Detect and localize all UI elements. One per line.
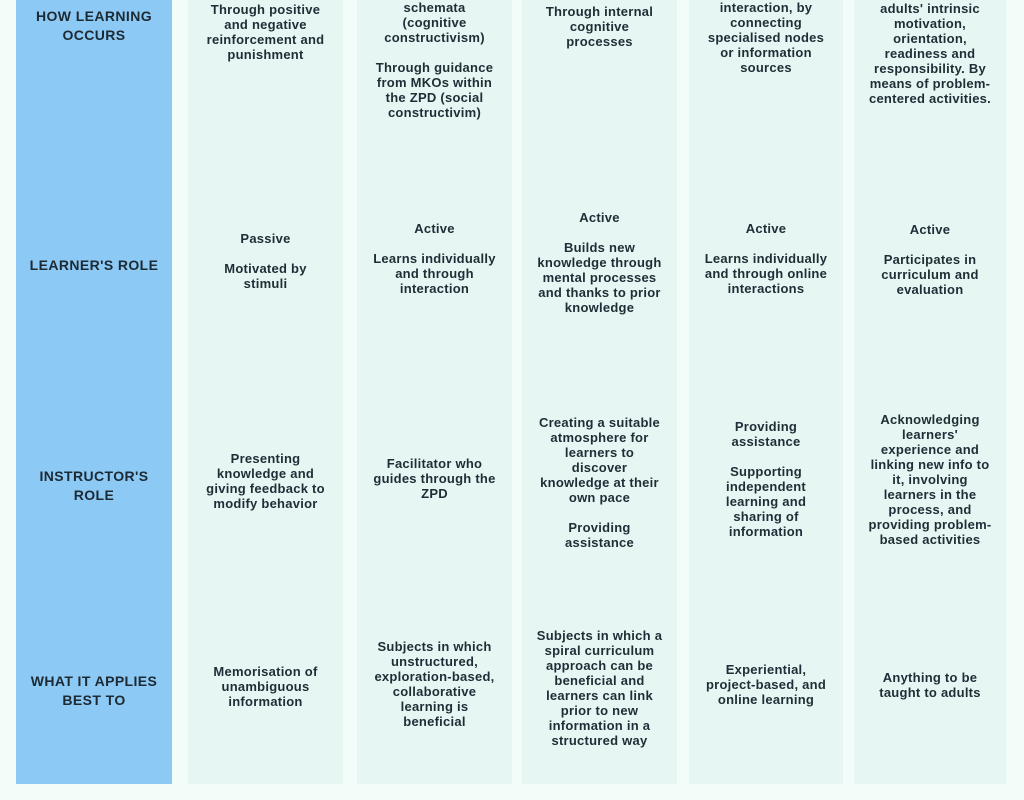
table-row bbox=[188, 147, 343, 374]
table-row bbox=[854, 586, 1006, 784]
table-cell bbox=[689, 419, 843, 539]
cell-paragraph: Subjects in which a spiral curriculum approach can be beneficial and learners can link prior to new information in a structured way bbox=[536, 628, 663, 748]
cell-paragraph: Presenting knowledge and giving feedback to modify behavior bbox=[206, 450, 325, 511]
cell-paragraph: Passive bbox=[240, 230, 291, 246]
table-row bbox=[522, 0, 677, 149]
cell-paragraph: Through internal cognitive processes bbox=[545, 4, 654, 49]
cell-paragraph: Active bbox=[909, 222, 951, 237]
table-cell bbox=[689, 221, 843, 296]
cell-paragraph: Memorisation of unambiguous information bbox=[213, 663, 318, 709]
cell-paragraph: Through guidance from MKOs within the ZPD (social constructivim) bbox=[375, 60, 494, 120]
table-cell bbox=[188, 451, 343, 511]
row-header-instructors-role: INSTRUCTOR'S ROLE bbox=[39, 467, 149, 503]
cell-paragraph: Creating a suitable atmosphere for learners to discover knowledge at their own pace bbox=[538, 415, 661, 505]
table-cell bbox=[357, 0, 512, 120]
cell-paragraph: interaction, by connecting specialised nodes or information sources bbox=[707, 0, 825, 75]
table-cell bbox=[357, 639, 512, 729]
table-row bbox=[357, 0, 512, 145]
table-row bbox=[854, 373, 1006, 586]
table-row bbox=[854, 0, 1006, 146]
table-cell bbox=[689, 0, 843, 75]
cell-paragraph: Active bbox=[745, 221, 787, 236]
table-row bbox=[689, 145, 843, 372]
cell-paragraph: Learns individually and through interaction bbox=[373, 251, 496, 296]
cell-paragraph: Anything to be taught to adults bbox=[879, 670, 981, 700]
cell-paragraph: Acknowledging learners' experience and linking new info to it, involving learners in the process, and providing problem-based activities bbox=[868, 412, 992, 547]
row-header-column bbox=[16, 0, 172, 784]
theory-column-1 bbox=[188, 0, 343, 784]
table-row bbox=[689, 372, 843, 585]
table-cell bbox=[522, 628, 677, 748]
theory-column-2 bbox=[357, 0, 512, 784]
cell-paragraph: Builds new knowledge through mental processes and thanks to prior knowledge bbox=[537, 240, 662, 315]
cell-paragraph: schemata (cognitive constructivism) bbox=[384, 0, 485, 45]
cell-paragraph: Learns individually and through online interactions bbox=[704, 251, 828, 296]
cell-paragraph: Facilitator who guides through the ZPD bbox=[373, 456, 496, 501]
table-cell bbox=[357, 221, 512, 296]
table-row bbox=[357, 372, 512, 585]
table-row bbox=[357, 145, 512, 372]
table-row bbox=[188, 587, 343, 785]
table-cell bbox=[188, 231, 343, 291]
table-cell bbox=[522, 415, 677, 550]
table-cell bbox=[854, 1, 1006, 106]
table-row bbox=[188, 374, 343, 587]
table-row bbox=[16, 152, 172, 379]
table-cell bbox=[522, 4, 677, 49]
table-row bbox=[16, 592, 172, 790]
table-cell bbox=[854, 222, 1006, 297]
table-row bbox=[16, 0, 172, 152]
theory-column-3 bbox=[522, 0, 677, 784]
cell-paragraph: Subjects in which unstructured, exploration-based, collaborative learning is beneficial bbox=[374, 639, 495, 729]
table-row bbox=[188, 0, 343, 147]
table-cell bbox=[188, 2, 343, 62]
table-row bbox=[689, 0, 843, 145]
table-cell bbox=[854, 670, 1006, 700]
theory-column-4 bbox=[689, 0, 843, 784]
table-cell bbox=[188, 664, 343, 709]
table-row bbox=[522, 589, 677, 787]
table-row bbox=[357, 585, 512, 783]
table-row bbox=[522, 376, 677, 589]
cell-paragraph: Supporting independent learning and sharing of information bbox=[725, 463, 807, 539]
table-row bbox=[522, 149, 677, 376]
row-header-learners-role: LEARNER'S ROLE bbox=[29, 257, 159, 273]
row-header-how-learning-occurs: HOW LEARNING OCCURS bbox=[35, 8, 152, 43]
cell-paragraph: Experiential, project-based, and online learning bbox=[705, 661, 827, 707]
cell-paragraph: Active bbox=[579, 210, 620, 225]
table-cell bbox=[854, 412, 1006, 547]
table-cell bbox=[689, 662, 843, 707]
table-cell bbox=[522, 210, 677, 315]
cell-paragraph: Providing assistance bbox=[731, 418, 801, 449]
table-row bbox=[16, 379, 172, 592]
cell-paragraph: Motivated by stimuli bbox=[224, 260, 307, 291]
theory-column-5 bbox=[854, 0, 1006, 784]
row-header-what-it-applies-best-to: WHAT IT APPLIES BEST TO bbox=[30, 673, 158, 708]
table-row bbox=[689, 585, 843, 783]
cell-paragraph: Through positive and negative reinforcement and punishment bbox=[206, 2, 325, 62]
table-row bbox=[854, 146, 1006, 373]
cell-paragraph: Providing assistance bbox=[565, 520, 634, 550]
table-cell bbox=[357, 456, 512, 501]
cell-paragraph: Active bbox=[414, 221, 455, 236]
cell-paragraph: adults' intrinsic motivation, orientation, readiness and responsibility. By means of problem-centered activities. bbox=[868, 1, 992, 106]
cell-paragraph: Participates in curriculum and evaluation bbox=[881, 252, 979, 297]
